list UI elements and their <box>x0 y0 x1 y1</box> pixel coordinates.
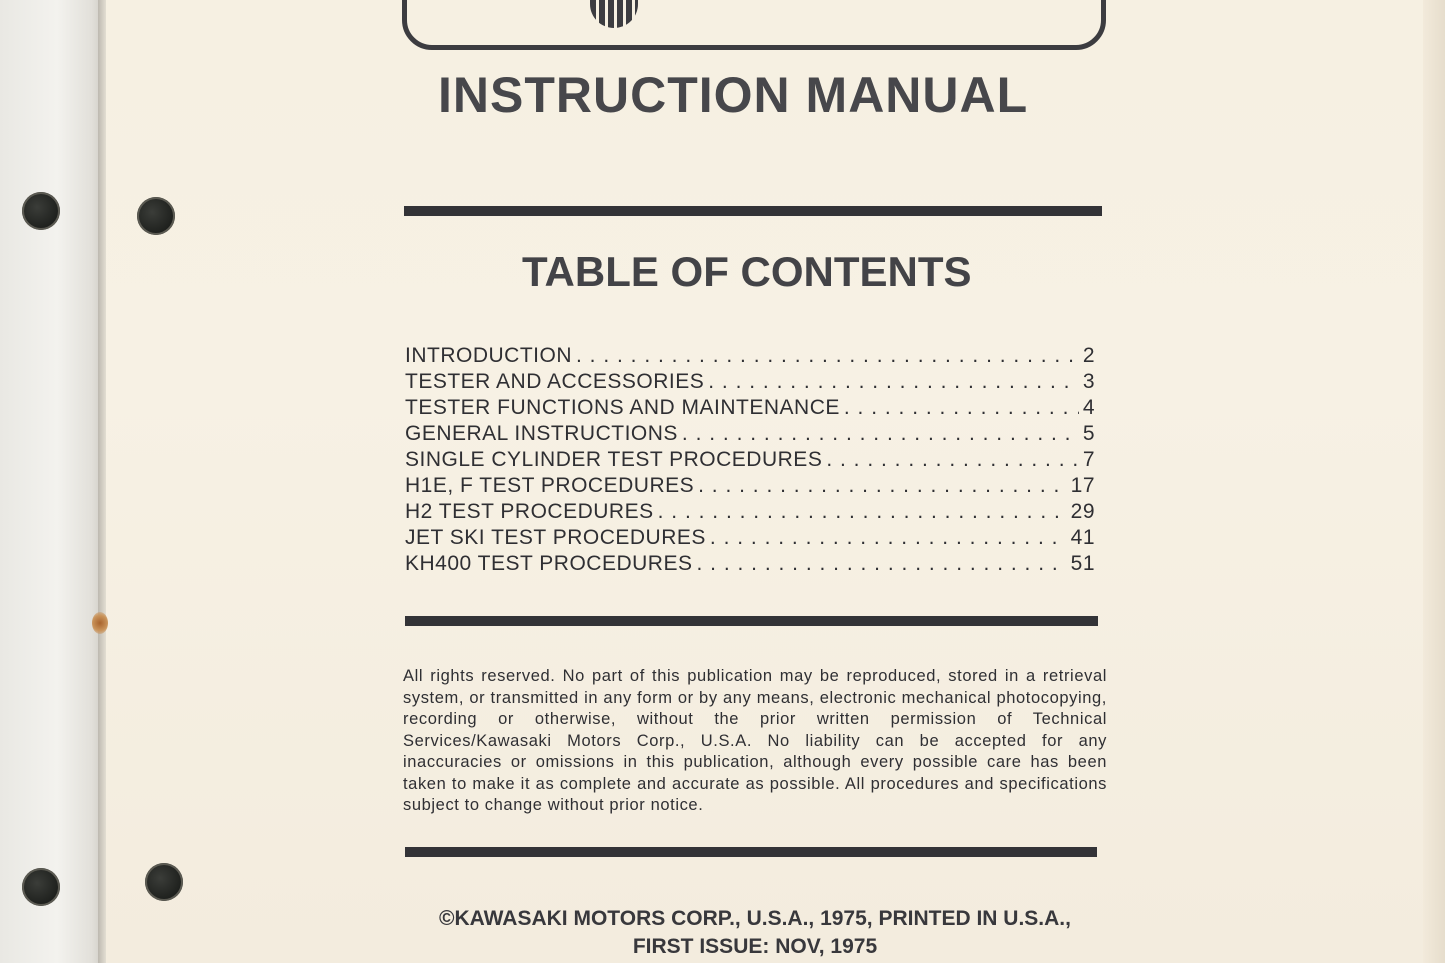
toc-label: TESTER AND ACCESSORIES <box>405 370 705 393</box>
toc-label: KH400 TEST PROCEDURES <box>405 552 693 575</box>
rights-notice: All rights reserved. No part of this publication may be reproduced, stored in a retrieval system, or transmitted in any form or by any means, electronic mechanical photocopying, recording or otherwise, without the prior written permission of Technical Services/Kawasaki Motors Corp., U.S.A. No liability can be accepted for any inaccuracies or omissions in this publication, although every possible care has been taken to make it as complete and accurate as possible. All procedures and specifications subject to change without prior notice. <box>403 667 1107 814</box>
binder-strip <box>0 0 104 963</box>
toc-page-number: 3 <box>1082 370 1095 393</box>
table-of-contents <box>405 344 1095 578</box>
rust-stain <box>92 612 108 634</box>
toc-row <box>405 552 1095 578</box>
toc-page-number: 7 <box>1082 448 1095 471</box>
divider-rule <box>405 847 1097 857</box>
toc-leader-dots <box>696 552 1066 576</box>
toc-page-number: 17 <box>1070 474 1095 497</box>
logo-frame <box>402 0 1106 50</box>
toc-leader-dots <box>826 448 1078 472</box>
toc-leader-dots <box>682 422 1079 446</box>
toc-page-number: 5 <box>1082 422 1095 445</box>
toc-title: TABLE OF CONTENTS <box>522 248 972 295</box>
toc-label: H2 TEST PROCEDURES <box>405 500 654 523</box>
toc-row <box>405 448 1095 474</box>
toc-row <box>405 396 1095 422</box>
toc-leader-dots <box>658 500 1067 524</box>
divider-rule <box>405 616 1098 626</box>
toc-label: SINGLE CYLINDER TEST PROCEDURES <box>405 448 823 471</box>
toc-row <box>405 370 1095 396</box>
toc-row <box>405 344 1095 370</box>
punch-hole <box>22 192 60 230</box>
toc-label: INTRODUCTION <box>405 344 572 367</box>
toc-row <box>405 500 1095 526</box>
punch-hole <box>145 863 183 901</box>
punch-hole <box>22 868 60 906</box>
toc-page-number: 4 <box>1082 396 1095 419</box>
issue-line: FIRST ISSUE: NOV, 1975 <box>632 935 878 958</box>
punch-hole <box>137 197 175 235</box>
toc-label: GENERAL INSTRUCTIONS <box>405 422 678 445</box>
divider-rule <box>404 206 1102 216</box>
toc-page-number: 29 <box>1070 500 1095 523</box>
toc-page-number: 51 <box>1070 552 1095 575</box>
document-title: INSTRUCTION MANUAL <box>438 67 1029 123</box>
toc-page-number: 2 <box>1082 344 1095 367</box>
copyright-footer <box>400 905 1110 961</box>
toc-leader-dots <box>708 370 1079 394</box>
toc-page-number: 41 <box>1070 526 1095 549</box>
toc-label: TESTER FUNCTIONS AND MAINTENANCE <box>405 396 840 419</box>
toc-leader-dots <box>710 526 1067 550</box>
toc-label: JET SKI TEST PROCEDURES <box>405 526 706 549</box>
toc-row <box>405 422 1095 448</box>
copyright-line: ©KAWASAKI MOTORS CORP., U.S.A., 1975, PRINTED IN U.S.A., <box>439 907 1071 930</box>
toc-row <box>405 474 1095 500</box>
toc-row <box>405 526 1095 552</box>
toc-leader-dots <box>844 396 1079 420</box>
toc-label: H1E, F TEST PROCEDURES <box>405 474 695 497</box>
page-edge <box>1423 0 1445 963</box>
toc-leader-dots <box>576 344 1079 368</box>
toc-leader-dots <box>698 474 1067 498</box>
